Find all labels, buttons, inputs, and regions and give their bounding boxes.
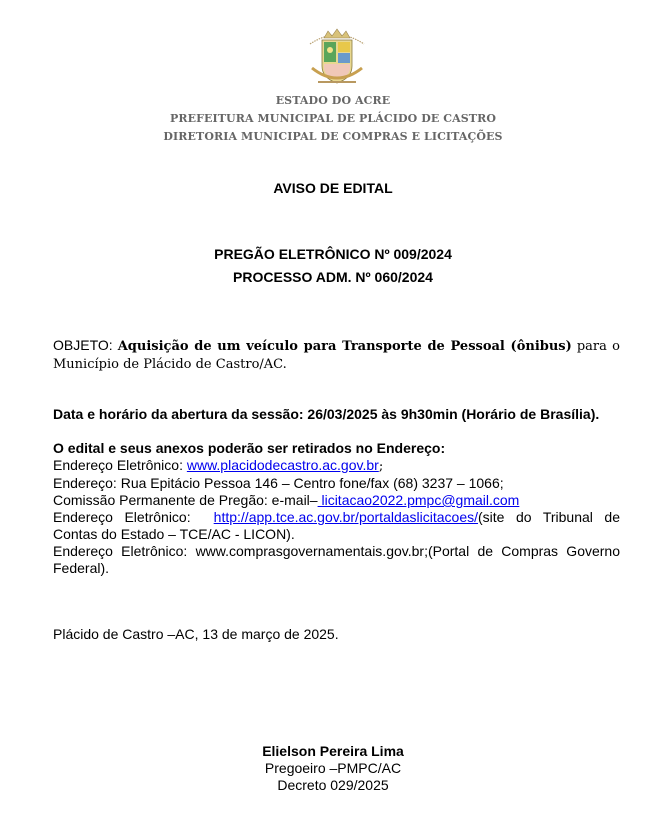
address-electronic: Endereço Eletrônico: www.placidodecastro.ac.gov.br;	[53, 457, 384, 474]
tce-portal-link[interactable]: http://app.tce.ac.gov.br/portaldaslicitacoes/	[213, 509, 479, 525]
processo-number: PROCESSO ADM. Nº 060/2024	[233, 269, 433, 285]
notice-title: AVISO DE EDITAL	[273, 180, 393, 196]
session-datetime: Data e horário da abertura da sessão: 26/03/2025 às 9h30min (Horário de Brasília).	[53, 406, 600, 422]
signature-decree: Decreto 029/2025	[277, 777, 389, 793]
placido-website-link[interactable]: www.placidodecastro.ac.gov.br	[186, 457, 379, 473]
address-block	[53, 457, 620, 577]
address-commission: Comissão Permanente de Pregão: e-mail– licitacao2022.pmpc@gmail.com	[53, 492, 520, 508]
letterhead-directorate: DIRETORIA MUNICIPAL DE COMPRAS E LICITAÇÕES	[163, 130, 503, 143]
edital-heading: O edital e seus anexos poderão ser retirados no Endereço:	[53, 440, 446, 456]
address-tce: Endereço Eletrônico: http://app.tce.ac.gov.br/portaldaslicitacoes/(site do Tribunal de Contas do Estado – TCE/AC - LICON).	[53, 509, 620, 542]
objeto-paragraph	[53, 336, 620, 374]
objeto-description: Aquisição de um veículo para Transporte de Pessoal (ônibus)	[117, 339, 572, 354]
objeto-label: OBJETO:	[53, 337, 113, 353]
address-gov: Endereço Eletrônico: www.comprasgovernamentais.gov.br;(Portal de Compras Governo Federal).	[53, 543, 620, 576]
place-date: Plácido de Castro –AC, 13 de março de 2025.	[53, 626, 339, 642]
signature-name: Elielson Pereira Lima	[262, 743, 404, 759]
coat-of-arms-logo	[304, 28, 370, 90]
pregao-number: PREGÃO ELETRÔNICO Nº 009/2024	[214, 246, 452, 262]
signature-role: Pregoeiro –PMPC/AC	[264, 760, 402, 776]
commission-email-link[interactable]: licitacao2022.pmpc@gmail.com	[317, 492, 520, 508]
address-street: Endereço: Rua Epitácio Pessoa 146 – Centro fone/fax (68) 3237 – 1066;	[53, 475, 504, 491]
objeto-suffix-1: para o	[576, 339, 621, 354]
objeto-suffix-2: Município de Plácido de Castro/AC.	[53, 357, 287, 372]
letterhead-prefecture: PREFEITURA MUNICIPAL DE PLÁCIDO DE CASTRO	[170, 112, 496, 125]
letterhead-state: ESTADO DO ACRE	[275, 94, 391, 107]
